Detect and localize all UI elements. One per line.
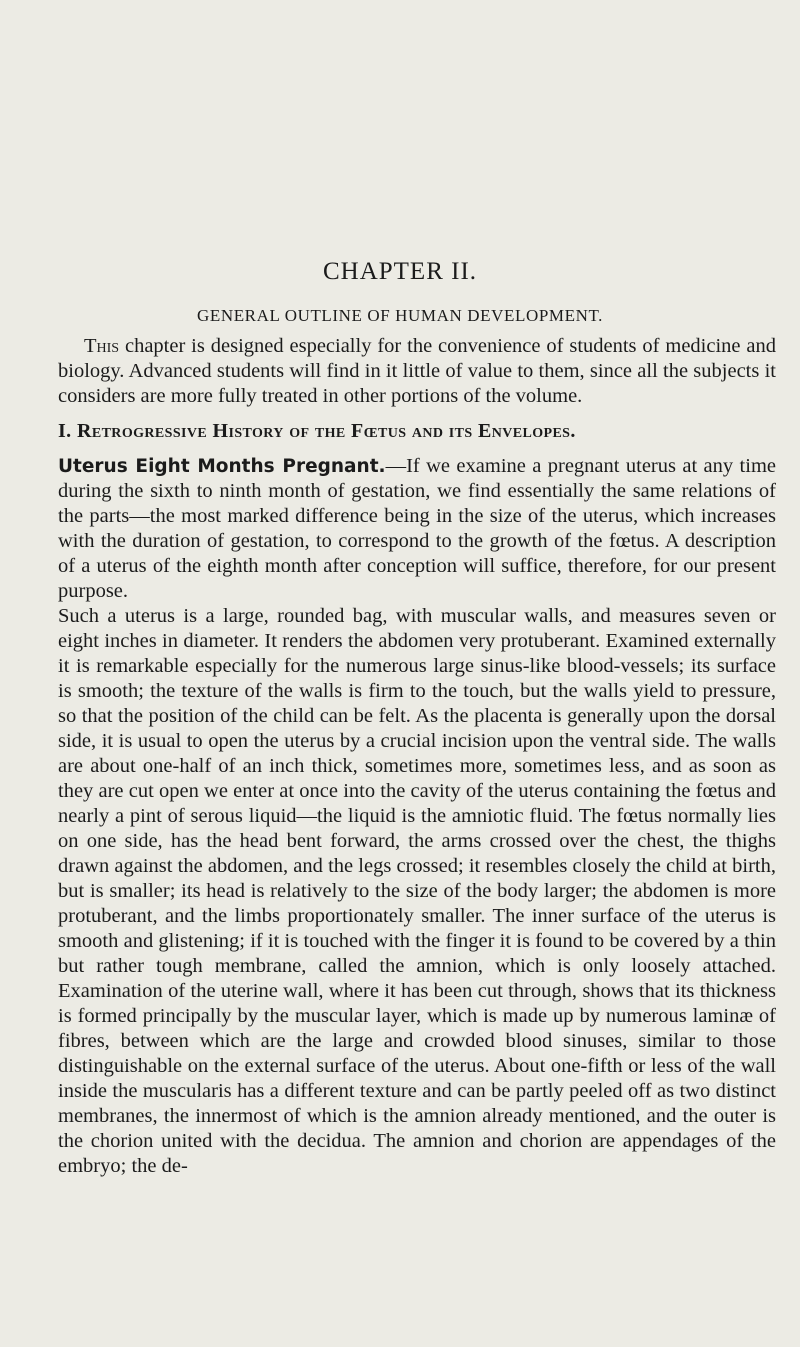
- body-text: [58, 454, 776, 1179]
- chapter-title: CHAPTER II.: [322, 258, 478, 285]
- intro-paragraph: [58, 334, 776, 409]
- body-paragraph-2: Such a uterus is a large, rounded bag, with muscular walls, and measures seven or eight inches in diameter. It renders the abdomen very protuberant. Examined externally it is remarkable especially for the numerous large sinus-like blood-vessels; its surface is smooth; the texture of the walls is firm to the touch, but the walls yield to pressure, so that the position of the child can be felt. As the placenta is generally upon the dorsal side, it is usual to open the uterus by a crucial incision upon the ventral side. The walls are about one-half of an inch thick, sometimes more, sometimes less, and as soon as they are cut open we enter at once into the cavity of the uterus containing the fœtus and nearly a pint of serous liquid—the liquid is the amniotic fluid. The fœtus normally lies on one side, has the head bent forward, the arms crossed over the chest, the thighs drawn against the abdomen, and the legs crossed; it resembles closely the child at birth, but is smaller; its head is relatively to the size of the body larger; the abdomen is more protuberant, and the limbs proportionately smaller. The inner surface of the uterus is smooth and glistening; if it is touched with the finger it is found to be covered by a thin but rather tough membrane, called the amnion, which is only loosely attached. Examination of the uterine wall, where it has been cut through, shows that its thickness is formed principally by the muscular layer, which is made up by numerous laminæ of fibres, between which are the large and crowded blood sinuses, similar to those distinguishable on the external surface of the uterus. About one-fifth or less of the wall inside the muscularis has a different texture and can be partly peeled off as two distinct membranes, the innermost of which is the amnion already mentioned, and the outer is the chorion united with the decidua. The amnion and chorion are appendages of the embryo; the de-: [58, 605, 776, 1177]
- body-paragraph-1: [58, 454, 776, 604]
- paragraph-1-text: —If we examine a pregnant uterus at any time during the sixth to ninth month of gestation, we find essentially the same relations of the parts—the most marked difference being in the size of the uterus, which increases with the duration of gestation, to correspond to the growth of the fœtus. A description of a uterus of the eighth month after conception will suffice, therefore, for our present purpose.: [58, 455, 776, 602]
- intro-text: chapter is designed especially for the convenience of students of medicine and biology. Advanced students will find in it little of value to them, since all the subjects it considers are more fully treated in other portions of the volume.: [58, 335, 776, 407]
- intro-first-word: This: [84, 335, 120, 357]
- paragraph-lead: Uterus Eight Months Pregnant.: [58, 456, 386, 477]
- chapter-subtitle: GENERAL OUTLINE OF HUMAN DEVELOPMENT.: [196, 306, 604, 325]
- section-heading: I. Retrogressive History of the Fœtus and its Envelopes.: [58, 420, 576, 442]
